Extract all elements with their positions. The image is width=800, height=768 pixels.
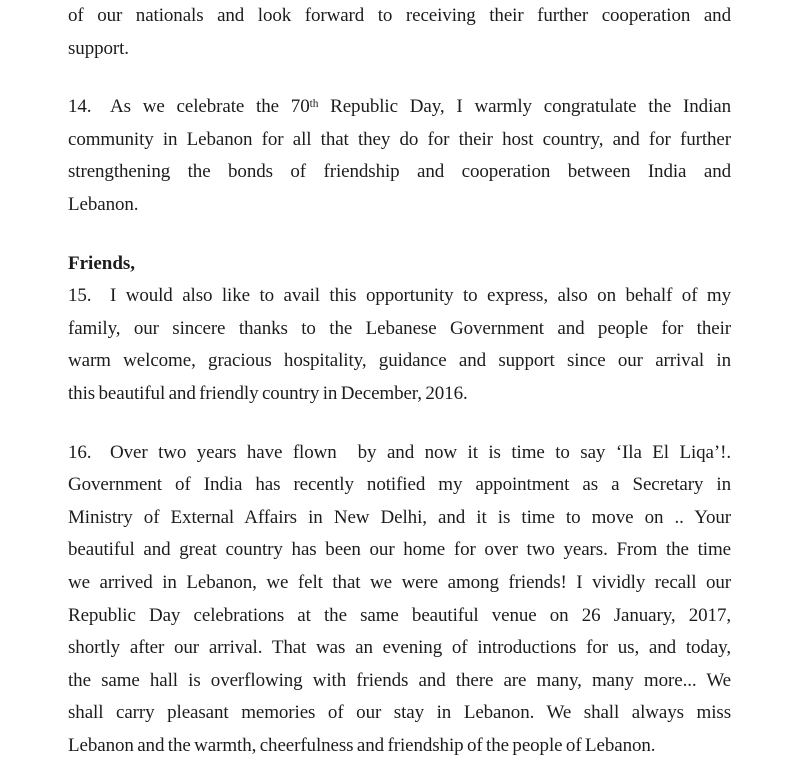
paragraph-15	[68, 280, 731, 410]
text-segment: this beautiful and friendly country in December, 2016.	[68, 382, 468, 404]
text-segment: warm welcome, gracious hospitality, guidance and support since our arrival in	[68, 350, 731, 372]
text-segment: the same hall is overflowing with friends and there are many, many more... We	[68, 669, 731, 691]
paragraph-number: 14.	[68, 96, 92, 118]
paragraph-number: 16.	[68, 441, 92, 463]
friends-heading	[68, 248, 731, 281]
text-line	[68, 697, 731, 730]
text-line	[68, 469, 731, 502]
text-segment: shortly after our arrival. That was an evening of introductions for us, and today,	[68, 637, 731, 659]
text-segment: family, our sincere thanks to the Lebanese Government and people for their	[68, 317, 731, 339]
text-segment: Lebanon and the warmth, cheerfulness and friendship of the people of Lebanon.	[68, 734, 656, 756]
paragraph-16	[68, 437, 731, 763]
text-segment: Republic Day celebrations at the same beautiful venue on 26 January, 2017,	[68, 604, 731, 626]
text-line	[68, 502, 731, 535]
text-segment: beautiful and great country has been our home for over two years. From the time	[68, 539, 731, 561]
text-line	[68, 378, 731, 411]
text-segment: Lebanon.	[68, 193, 139, 215]
superscript-text: th	[309, 98, 319, 111]
text-line	[68, 600, 731, 633]
text-line	[68, 632, 731, 665]
text-segment: we arrived in Lebanon, we felt that we were among friends! I vividly recall our	[68, 571, 731, 593]
text-line	[68, 189, 731, 222]
text-line	[68, 0, 731, 33]
text-segment: shall carry pleasant memories of our stay in Lebanon. We shall always miss	[68, 702, 731, 724]
text-segment: As we celebrate the 70	[110, 96, 310, 118]
text-line	[68, 345, 731, 378]
text-segment: community in Lebanon for all that they do for their host country, and for further	[68, 128, 731, 150]
text-segment: strengthening the bonds of friendship and cooperation between India and	[68, 161, 731, 183]
text-segment: I would also like to avail this opportunity to express, also on behalf of my	[110, 285, 731, 307]
text-line	[68, 124, 731, 157]
paragraph-14	[68, 91, 731, 221]
continuation-paragraph	[68, 0, 731, 65]
text-line	[68, 33, 731, 66]
text-segment: support.	[68, 37, 129, 59]
text-line	[68, 665, 731, 698]
text-line	[68, 437, 731, 470]
text-line	[68, 91, 731, 124]
text-line	[68, 156, 731, 189]
text-segment: Ministry of External Affairs in New Delhi, and it is time to move on .. Your	[68, 506, 731, 528]
text-line	[68, 248, 731, 281]
text-line	[68, 534, 731, 567]
text-segment: Government of India has recently notified my appointment as a Secretary in	[68, 474, 731, 496]
text-line	[68, 313, 731, 346]
text-segment: of our nationals and look forward to receiving their further cooperation and	[68, 5, 731, 26]
text-line	[68, 280, 731, 313]
text-segment: Over two years have flown by and now it is time to say ‘Ila El Liqa’!.	[110, 441, 731, 463]
text-segment: Republic Day, I warmly congratulate the Indian	[318, 96, 731, 118]
paragraph-number: 15.	[68, 285, 92, 307]
text-segment: Friends,	[68, 252, 136, 274]
text-line	[68, 730, 731, 763]
text-line	[68, 567, 731, 600]
